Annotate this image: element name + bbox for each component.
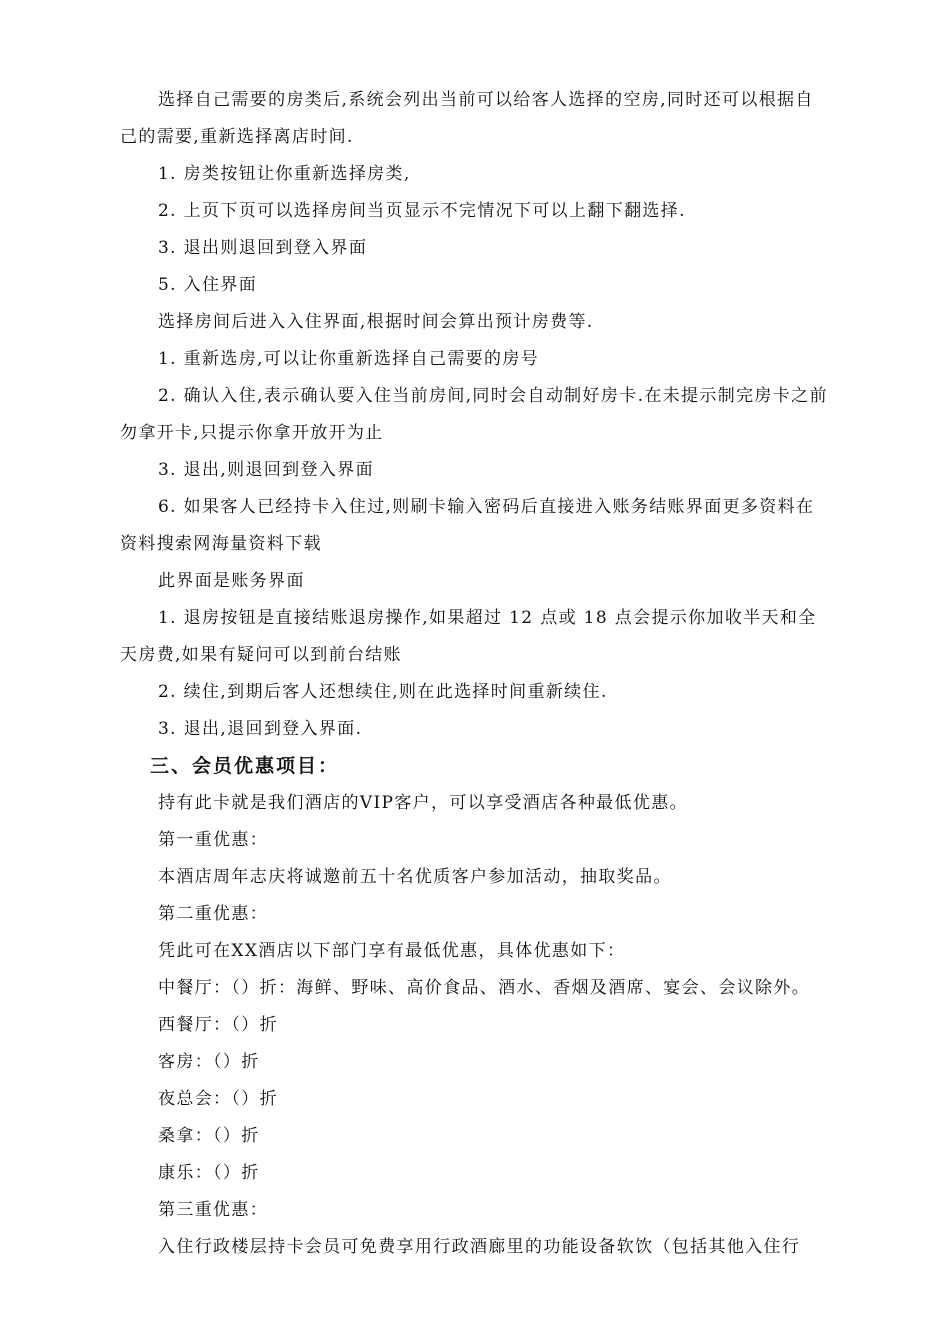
paragraph-checkout-button: 1. 退房按钮是直接结账退房操作,如果超过 12 点或 18 点会提示你加收半天和全天房费,如果有疑问可以到前台结账 bbox=[120, 608, 817, 665]
paragraph-confirm-checkin: 2. 确认入住,表示确认要入住当前房间,同时会自动制好房卡.在未提示制完房卡之前勿拿开卡,只提示你拿开放开为止 bbox=[120, 386, 828, 443]
paragraph-room-type-selection: 选择自己需要的房类后,系统会列出当前可以给客人选择的空房,同时还可以根据自己的需要,重新选择离店时间. bbox=[120, 90, 814, 147]
paragraph-checkin-intro: 选择房间后进入入住界面,根据时间会算出预计房费等. bbox=[158, 312, 594, 332]
benefit-line: 中餐厅：（）折：海鲜、野味、高价食品、酒水、香烟及酒席、宴会、会议除外。 bbox=[158, 978, 811, 998]
paragraph-checkin-title: 5. 入住界面 bbox=[158, 275, 258, 295]
paragraph-room-type-button: 1. 房类按钮让你重新选择房类, bbox=[158, 164, 411, 184]
paragraph-extend-stay: 2. 续住,到期后客人还想续住,则在此选择时间重新续住. bbox=[158, 682, 608, 702]
benefit-line: 凭此可在XX酒店以下部门享有最低优惠，具体优惠如下： bbox=[158, 941, 626, 961]
benefit-line: 第二重优惠： bbox=[158, 904, 269, 924]
benefit-line: 本酒店周年志庆将诚邀前五十名优质客户参加活动，抽取奖品。 bbox=[158, 867, 672, 887]
benefit-line: 第一重优惠： bbox=[158, 830, 269, 850]
paragraph-card-holder: 6. 如果客人已经持卡入住过,则刷卡输入密码后直接进入账务结账界面更多资料在资料搜索网海量资料下载 bbox=[120, 497, 815, 554]
section-heading-member-benefits: 三、会员优惠项目： bbox=[150, 755, 340, 777]
benefit-line: 康乐：（）折 bbox=[158, 1163, 260, 1183]
benefit-line: 夜总会：（）折 bbox=[158, 1089, 278, 1109]
paragraph-exit-login: 3. 退出则退回到登入界面 bbox=[158, 238, 368, 258]
paragraph-account-screen: 此界面是账务界面 bbox=[158, 571, 305, 591]
paragraph-page-up-down: 2. 上页下页可以选择房间当页显示不完情况下可以上翻下翻选择. bbox=[158, 201, 686, 221]
benefit-line: 入住行政楼层持卡会员可免费享用行政酒廊里的功能设备软饮（包括其他入住行 bbox=[158, 1237, 801, 1257]
benefit-line: 第三重优惠： bbox=[158, 1200, 269, 1220]
paragraph-reselect-room: 1. 重新选房,可以让你重新选择自己需要的房号 bbox=[158, 349, 540, 369]
paragraph-exit-account: 3. 退出,退回到登入界面. bbox=[158, 719, 363, 739]
benefit-line: 持有此卡就是我们酒店的VIP客户，可以享受酒店各种最低优惠。 bbox=[158, 793, 688, 813]
benefit-line: 桑拿：（）折 bbox=[158, 1126, 260, 1146]
paragraph-exit-checkin: 3. 退出,则退回到登入界面 bbox=[158, 460, 374, 480]
benefit-line: 客房：（）折 bbox=[158, 1052, 260, 1072]
benefit-line: 西餐厅：（）折 bbox=[158, 1015, 278, 1035]
